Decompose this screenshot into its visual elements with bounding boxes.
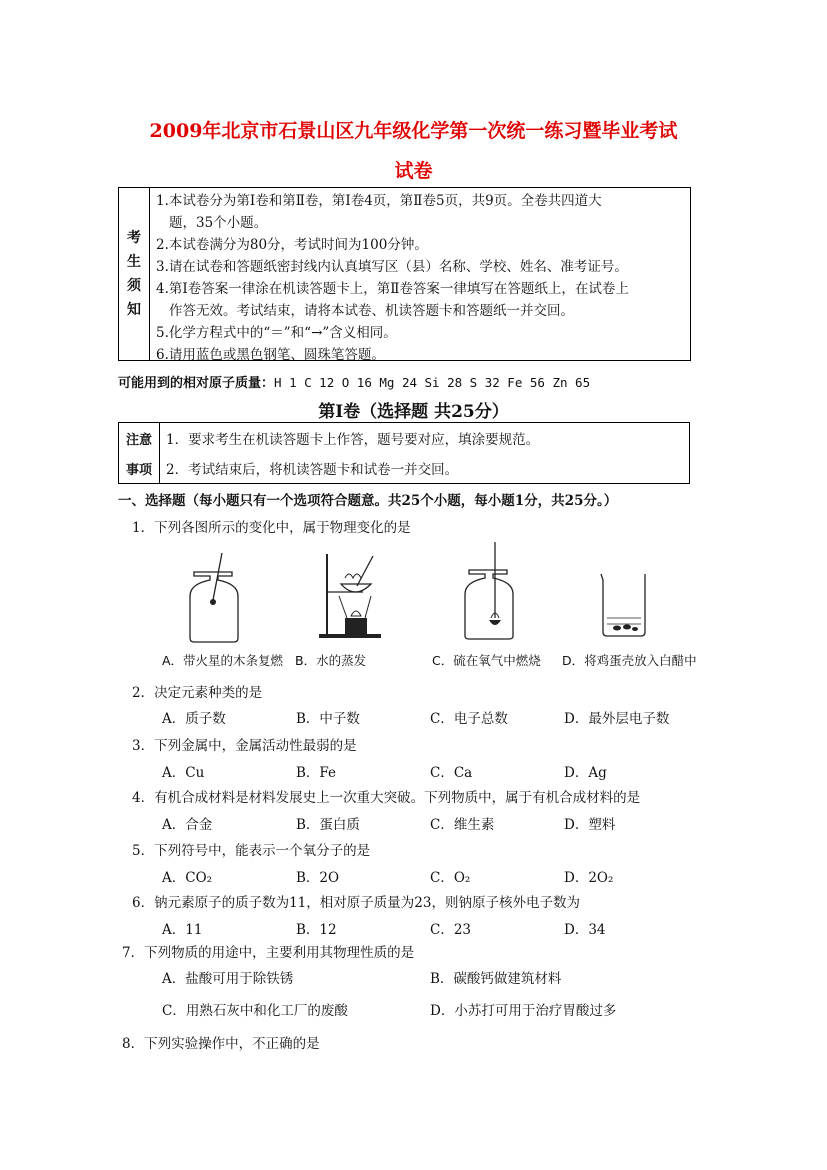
figure-a-bottle-splint — [180, 550, 250, 645]
atomic-mass-values: H 1 C 12 O 16 Mg 24 Si 28 S 32 Fe 56 Zn 65 — [274, 375, 591, 390]
option: C．维生素 — [430, 817, 495, 833]
notice-heading-char: 知 — [127, 302, 141, 318]
question-stem: 1．下列各图所示的变化中，属于物理变化的是 — [132, 520, 411, 536]
option: D．2O₂ — [564, 870, 614, 886]
option: C．电子总数 — [430, 711, 508, 727]
figure-caption: C．硫在氧气中燃烧 — [432, 653, 541, 668]
option: A．盐酸可用于除铁锈 — [162, 971, 294, 987]
option: D．最外层电子数 — [564, 711, 670, 727]
figure-caption: B．水的蒸发 — [295, 653, 367, 668]
option: D．塑料 — [564, 817, 616, 833]
question-stem: 8．下列实验操作中，不正确的是 — [122, 1036, 320, 1052]
attention-heading-text: 注意 — [125, 432, 152, 448]
notice-items — [150, 188, 690, 363]
question-stem: 3．下列金属中，金属活动性最弱的是 — [132, 738, 357, 754]
part1-title: 第Ⅰ卷（选择题 共25分） — [318, 402, 509, 422]
option: B．2O — [296, 870, 340, 886]
question-stem: 4．有机合成材料是材料发展史上一次重大突破。下列物质中，属于有机合成材料的是 — [132, 790, 641, 806]
option: D．Ag — [564, 765, 607, 781]
notice-heading-char: 生 — [127, 254, 141, 270]
figure-b-evaporation — [315, 548, 385, 643]
question-stem: 5．下列符号中，能表示一个氧分子的是 — [132, 843, 371, 859]
option: A．Cu — [162, 765, 205, 781]
section1-desc: （每小题只有一个选项符合题意。共25个小题，每小题1分，共25分。） — [185, 493, 618, 509]
option: C．O₂ — [430, 870, 471, 886]
option: C．23 — [430, 922, 472, 938]
notice-item: 6.请用蓝色或黑色钢笔、圆珠笔答题。 — [156, 347, 385, 363]
attention-box — [118, 422, 690, 484]
section1-heading — [118, 489, 617, 509]
figure-c-sulfur-burning — [455, 540, 525, 640]
option: A．合金 — [162, 817, 213, 833]
figure-d-beaker — [595, 570, 651, 640]
notice-item: 题，35个小题。 — [169, 215, 268, 231]
option: B．12 — [296, 922, 337, 938]
question-stem: 6．钠元素原子的质子数为11，相对原子质量为23，则钠原子核外电子数为 — [132, 895, 580, 911]
notice-item: 作答无效。考试结束，请将本试卷、机读答题卡和答题纸一并交回。 — [169, 303, 574, 319]
atomic-mass-label: 可能用到的相对原子质量： — [118, 376, 275, 391]
option: B．蛋白质 — [296, 817, 360, 833]
option: A．质子数 — [162, 711, 226, 727]
document-title: 2009年北京市石景山区九年级化学第一次统一练习暨毕业考试 — [149, 120, 678, 142]
question-stem: 2．决定元素种类的是 — [132, 685, 263, 701]
atomic-mass-line — [118, 372, 590, 391]
document-title-line2: 试卷 — [394, 160, 433, 182]
notice-heading — [119, 188, 150, 360]
attention-item: 2．考试结束后，将机读答题卡和试卷一并交回。 — [166, 462, 459, 478]
notice-heading-char: 考 — [127, 230, 141, 246]
option: C．用熟石灰中和化工厂的废酸 — [162, 1003, 348, 1019]
candidate-notice-box — [118, 187, 691, 361]
option: B．中子数 — [296, 711, 360, 727]
option: B．Fe — [296, 765, 337, 781]
attention-heading-text: 事项 — [125, 462, 152, 478]
option: C．Ca — [430, 765, 473, 781]
figure-caption: A．带火星的木条复燃 — [162, 653, 284, 668]
notice-item: 1.本试卷分为第Ⅰ卷和第Ⅱ卷，第Ⅰ卷4页，第Ⅱ卷5页，共9页。全卷共四道大 — [156, 193, 602, 209]
option: A．CO₂ — [162, 870, 213, 886]
notice-item: 2.本试卷满分为80分，考试时间为100分钟。 — [156, 237, 428, 253]
option: A．11 — [162, 922, 203, 938]
attention-items — [160, 423, 689, 483]
section1-label: 一、选择题 — [118, 493, 186, 509]
option: B．碳酸钙做建筑材料 — [430, 971, 562, 987]
option: D．小苏打可用于治疗胃酸过多 — [430, 1003, 617, 1019]
option: D．34 — [564, 922, 606, 938]
notice-item: 3.请在试卷和答题纸密封线内认真填写区（县）名称、学校、姓名、准考证号。 — [156, 259, 628, 275]
figure-caption: D．将鸡蛋壳放入白醋中 — [562, 653, 697, 668]
question-stem: 7．下列物质的用途中，主要利用其物理性质的是 — [122, 945, 415, 961]
attention-heading — [119, 423, 160, 483]
notice-heading-char: 须 — [127, 278, 141, 294]
attention-item: 1．要求考生在机读答题卡上作答，题号要对应，填涂要规范。 — [166, 432, 540, 448]
notice-item: 4.第Ⅰ卷答案一律涂在机读答题卡上，第Ⅱ卷答案一律填写在答题纸上，在试卷上 — [156, 281, 629, 297]
notice-item: 5.化学方程式中的“＝”和“→”含义相同。 — [156, 325, 397, 341]
